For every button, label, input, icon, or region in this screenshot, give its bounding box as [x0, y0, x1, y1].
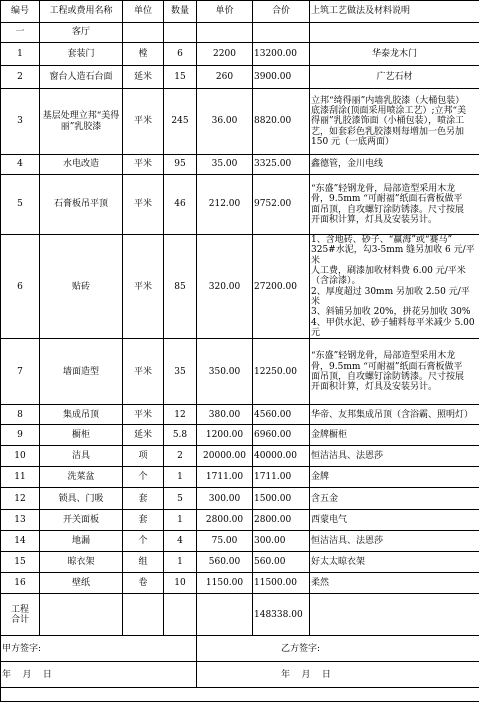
row-name: 锁具、门吸 [40, 488, 123, 510]
row-price: 36.00 [197, 89, 253, 155]
table-row [1, 510, 479, 531]
row-total: 2800.00 [253, 510, 310, 531]
note-line: 骨，9.5mm “可耐福”纸面石膏板做平 [311, 194, 478, 204]
row-total: 6960.00 [253, 425, 310, 446]
row-price: 300.00 [197, 488, 253, 510]
note-line: 金牌橱柜 [311, 430, 478, 440]
table-row [1, 531, 479, 552]
note-line: 含五金 [311, 494, 478, 504]
row-total: 9752.00 [253, 175, 310, 235]
note-line: 开面积计算，灯具及安装另计。 [311, 382, 478, 392]
summary-total: 148338.00 [253, 594, 310, 636]
row-price: 1711.00 [197, 467, 253, 488]
row-name: 套装门 [40, 43, 123, 66]
table-row [1, 235, 479, 339]
row-qty: 35 [164, 339, 197, 405]
note-line: 广艺石材 [311, 72, 478, 82]
note-line: 西蒙电气 [311, 515, 478, 525]
row-no: 6 [1, 235, 40, 339]
empty-cell [197, 594, 253, 636]
row-total: 3900.00 [253, 66, 310, 89]
table-row [1, 89, 479, 155]
row-name: 基层处理立邦“美得丽”乳胶漆 [40, 89, 123, 155]
row-qty: 1 [164, 467, 197, 488]
empty-cell [123, 23, 164, 43]
row-note [310, 235, 479, 339]
row-price: 350.00 [197, 339, 253, 405]
row-unit: 延米 [123, 66, 164, 89]
note-line: 柔然 [311, 578, 478, 588]
note-line: 鑫德管，金川电线 [311, 159, 478, 169]
row-price: 1150.00 [197, 573, 253, 594]
row-price: 20000.00 [197, 446, 253, 467]
note-line: （含涂漆）。 [311, 276, 478, 286]
row-name: 贴砖 [40, 235, 123, 339]
row-total: 11500.00 [253, 573, 310, 594]
row-total: 560.00 [253, 552, 310, 573]
row-qty: 1 [164, 510, 197, 531]
row-no: 1 [1, 43, 40, 66]
row-name: 地漏 [40, 531, 123, 552]
row-no: 16 [1, 573, 40, 594]
section-no: 一 [1, 23, 40, 43]
note-line: 人工费，刷漆加收材料费 6.00 元/平米 [311, 266, 478, 276]
table-row [1, 467, 479, 488]
table-row [1, 43, 479, 66]
row-note [310, 510, 479, 531]
party-b-date [197, 662, 479, 688]
row-name: 壁纸 [40, 573, 123, 594]
empty-cell [1, 688, 479, 702]
row-no: 8 [1, 405, 40, 425]
footer-blank-row [1, 688, 479, 702]
row-qty: 12 [164, 405, 197, 425]
row-total: 8820.00 [253, 89, 310, 155]
note-line: 325#水泥，勾3-5mm 缝另加收 6 元/平米 [311, 245, 478, 266]
row-no: 14 [1, 531, 40, 552]
row-name: 洗菜盆 [40, 467, 123, 488]
row-name: 集成吊顶 [40, 405, 123, 425]
section-name: 客厅 [40, 23, 123, 43]
table-row [1, 405, 479, 425]
note-line: 金牌 [311, 472, 478, 482]
row-note [310, 405, 479, 425]
row-no: 10 [1, 446, 40, 467]
row-no: 3 [1, 89, 40, 155]
summary-row [1, 594, 479, 636]
row-no: 9 [1, 425, 40, 446]
row-total: 300.00 [253, 531, 310, 552]
row-unit: 套 [123, 510, 164, 531]
row-note [310, 446, 479, 467]
row-note [310, 43, 479, 66]
row-unit: 平米 [123, 339, 164, 405]
row-price: 35.00 [197, 155, 253, 175]
header-no: 编号 [1, 1, 40, 23]
table-row [1, 552, 479, 573]
row-name: 洁具 [40, 446, 123, 467]
empty-cell [253, 23, 310, 43]
summary-label-line2: 合计 [2, 615, 38, 625]
section-row [1, 23, 479, 43]
empty-cell [310, 23, 479, 43]
row-unit: 项 [123, 446, 164, 467]
row-qty: 4 [164, 531, 197, 552]
row-unit: 个 [123, 531, 164, 552]
date-row [1, 662, 479, 688]
empty-cell [123, 594, 164, 636]
row-note [310, 339, 479, 405]
note-line: 得丽”乳胶漆饰面（小桶包装），喷涂工 [311, 116, 478, 126]
row-total: 27200.00 [253, 235, 310, 339]
note-line: “东盛”轻钢龙骨，局部造型采用木龙 [311, 184, 478, 194]
row-price: 75.00 [197, 531, 253, 552]
empty-cell [164, 594, 197, 636]
row-price: 2800.00 [197, 510, 253, 531]
note-line: 2、厚度超过 30mm 另加收 2.50 元/平米 [311, 287, 478, 308]
row-unit: 套 [123, 488, 164, 510]
row-note [310, 155, 479, 175]
row-no: 12 [1, 488, 40, 510]
note-line: 面吊顶，自攻螺钉涂防锈漆。尺寸按展 [311, 372, 478, 382]
note-line: 4、甲供水泥、砂子辅料每平米减少 5.00 [311, 318, 478, 328]
row-unit: 平米 [123, 405, 164, 425]
table-row [1, 155, 479, 175]
table-row [1, 446, 479, 467]
table-row [1, 573, 479, 594]
row-price: 2200 [197, 43, 253, 66]
header-name: 工程或费用名称 [40, 1, 123, 23]
row-total: 1500.00 [253, 488, 310, 510]
party-b-signature: 乙方签字: [197, 636, 479, 662]
row-qty: 2 [164, 446, 197, 467]
note-line: 华帝、友邦集成吊顶（含浴霸、照明灯） [311, 410, 478, 420]
note-line: 立邦“绮得丽”内墙乳胶漆（大桶包装） [311, 96, 478, 106]
note-line: 开面积计算，灯具及安装另计。 [311, 215, 478, 225]
row-note [310, 552, 479, 573]
note-line: 恒洁洁具、法恩莎 [311, 451, 478, 461]
row-note [310, 573, 479, 594]
note-line: 恒洁洁具、法恩莎 [311, 536, 478, 546]
row-total: 12250.00 [253, 339, 310, 405]
row-unit: 延米 [123, 425, 164, 446]
summary-label [1, 594, 40, 636]
party-a-signature: 甲方签字: [1, 636, 197, 662]
row-name: 窗台人造石台面 [40, 66, 123, 89]
party-b-date-text: 年 月 日 [281, 670, 331, 680]
header-unit: 单位 [123, 1, 164, 23]
table-row [1, 175, 479, 235]
row-name: 水电改造 [40, 155, 123, 175]
row-unit: 樘 [123, 43, 164, 66]
row-unit: 平米 [123, 155, 164, 175]
row-no: 4 [1, 155, 40, 175]
empty-cell [197, 23, 253, 43]
note-line: 150 元（一底两面） [311, 137, 478, 147]
row-price: 320.00 [197, 235, 253, 339]
note-line: 1、含地砖、砂子、“赢海”或“赛马” [311, 235, 478, 245]
row-qty: 15 [164, 66, 197, 89]
note-line: 底漆刮涂(顶面采用喷涂工艺）;立邦“美 [311, 106, 478, 116]
signature-row [1, 636, 479, 662]
row-qty: 1 [164, 552, 197, 573]
row-name: 墙面造型 [40, 339, 123, 405]
row-name: 橱柜 [40, 425, 123, 446]
note-line: 元 [311, 328, 478, 338]
note-line: 面吊顶，自攻螺钉涂防锈漆。尺寸按展 [311, 205, 478, 215]
row-total: 13200.00 [253, 43, 310, 66]
party-a-date [1, 662, 197, 688]
row-qty: 46 [164, 175, 197, 235]
row-note [310, 66, 479, 89]
row-no: 5 [1, 175, 40, 235]
row-note [310, 175, 479, 235]
row-no: 13 [1, 510, 40, 531]
row-price: 260 [197, 66, 253, 89]
summary-label-line1: 工程 [2, 605, 38, 615]
row-unit: 个 [123, 467, 164, 488]
note-line: 骨，9.5mm “可耐福”纸面石膏板做平 [311, 362, 478, 372]
header-price: 单价 [197, 1, 253, 23]
header-note: 上筑工艺做法及材料说明 [310, 1, 479, 23]
row-price: 1200.00 [197, 425, 253, 446]
note-line: 好太太晾衣架 [311, 557, 478, 567]
row-qty: 85 [164, 235, 197, 339]
row-price: 560.00 [197, 552, 253, 573]
header-row [1, 1, 479, 23]
header-total: 合价 [253, 1, 310, 23]
row-total: 1711.00 [253, 467, 310, 488]
row-qty: 245 [164, 89, 197, 155]
row-unit: 平米 [123, 235, 164, 339]
row-name: 石膏板吊平顶 [40, 175, 123, 235]
empty-cell [310, 594, 479, 636]
row-no: 2 [1, 66, 40, 89]
table-row [1, 488, 479, 510]
row-qty: 5 [164, 488, 197, 510]
row-qty: 10 [164, 573, 197, 594]
row-note [310, 488, 479, 510]
row-total: 4560.00 [253, 405, 310, 425]
row-note [310, 89, 479, 155]
row-price: 380.00 [197, 405, 253, 425]
note-line: “东盛”轻钢龙骨，局部造型采用木龙 [311, 351, 478, 361]
table-row [1, 66, 479, 89]
row-price: 212.00 [197, 175, 253, 235]
table-row [1, 425, 479, 446]
row-note [310, 467, 479, 488]
note-line: 华泰龙木门 [311, 49, 478, 59]
note-line: 艺，如套彩色乳胶漆则每增加一色另加 [311, 127, 478, 137]
row-no: 15 [1, 552, 40, 573]
table-row [1, 339, 479, 405]
row-unit: 卷 [123, 573, 164, 594]
row-name: 晾衣架 [40, 552, 123, 573]
note-line: 3、斜铺另加收 20%，拼花另加收 30% [311, 307, 478, 317]
header-qty: 数量 [164, 1, 197, 23]
empty-cell [164, 23, 197, 43]
row-note [310, 531, 479, 552]
row-total: 3325.00 [253, 155, 310, 175]
row-name: 开关面板 [40, 510, 123, 531]
row-qty: 5.8 [164, 425, 197, 446]
row-unit: 平米 [123, 89, 164, 155]
row-no: 7 [1, 339, 40, 405]
row-total: 40000.00 [253, 446, 310, 467]
empty-cell [40, 594, 123, 636]
row-unit: 平米 [123, 175, 164, 235]
party-a-date-text: 年 月 日 [2, 670, 52, 680]
row-qty: 95 [164, 155, 197, 175]
row-note [310, 425, 479, 446]
row-qty: 6 [164, 43, 197, 66]
row-no: 11 [1, 467, 40, 488]
row-unit: 组 [123, 552, 164, 573]
